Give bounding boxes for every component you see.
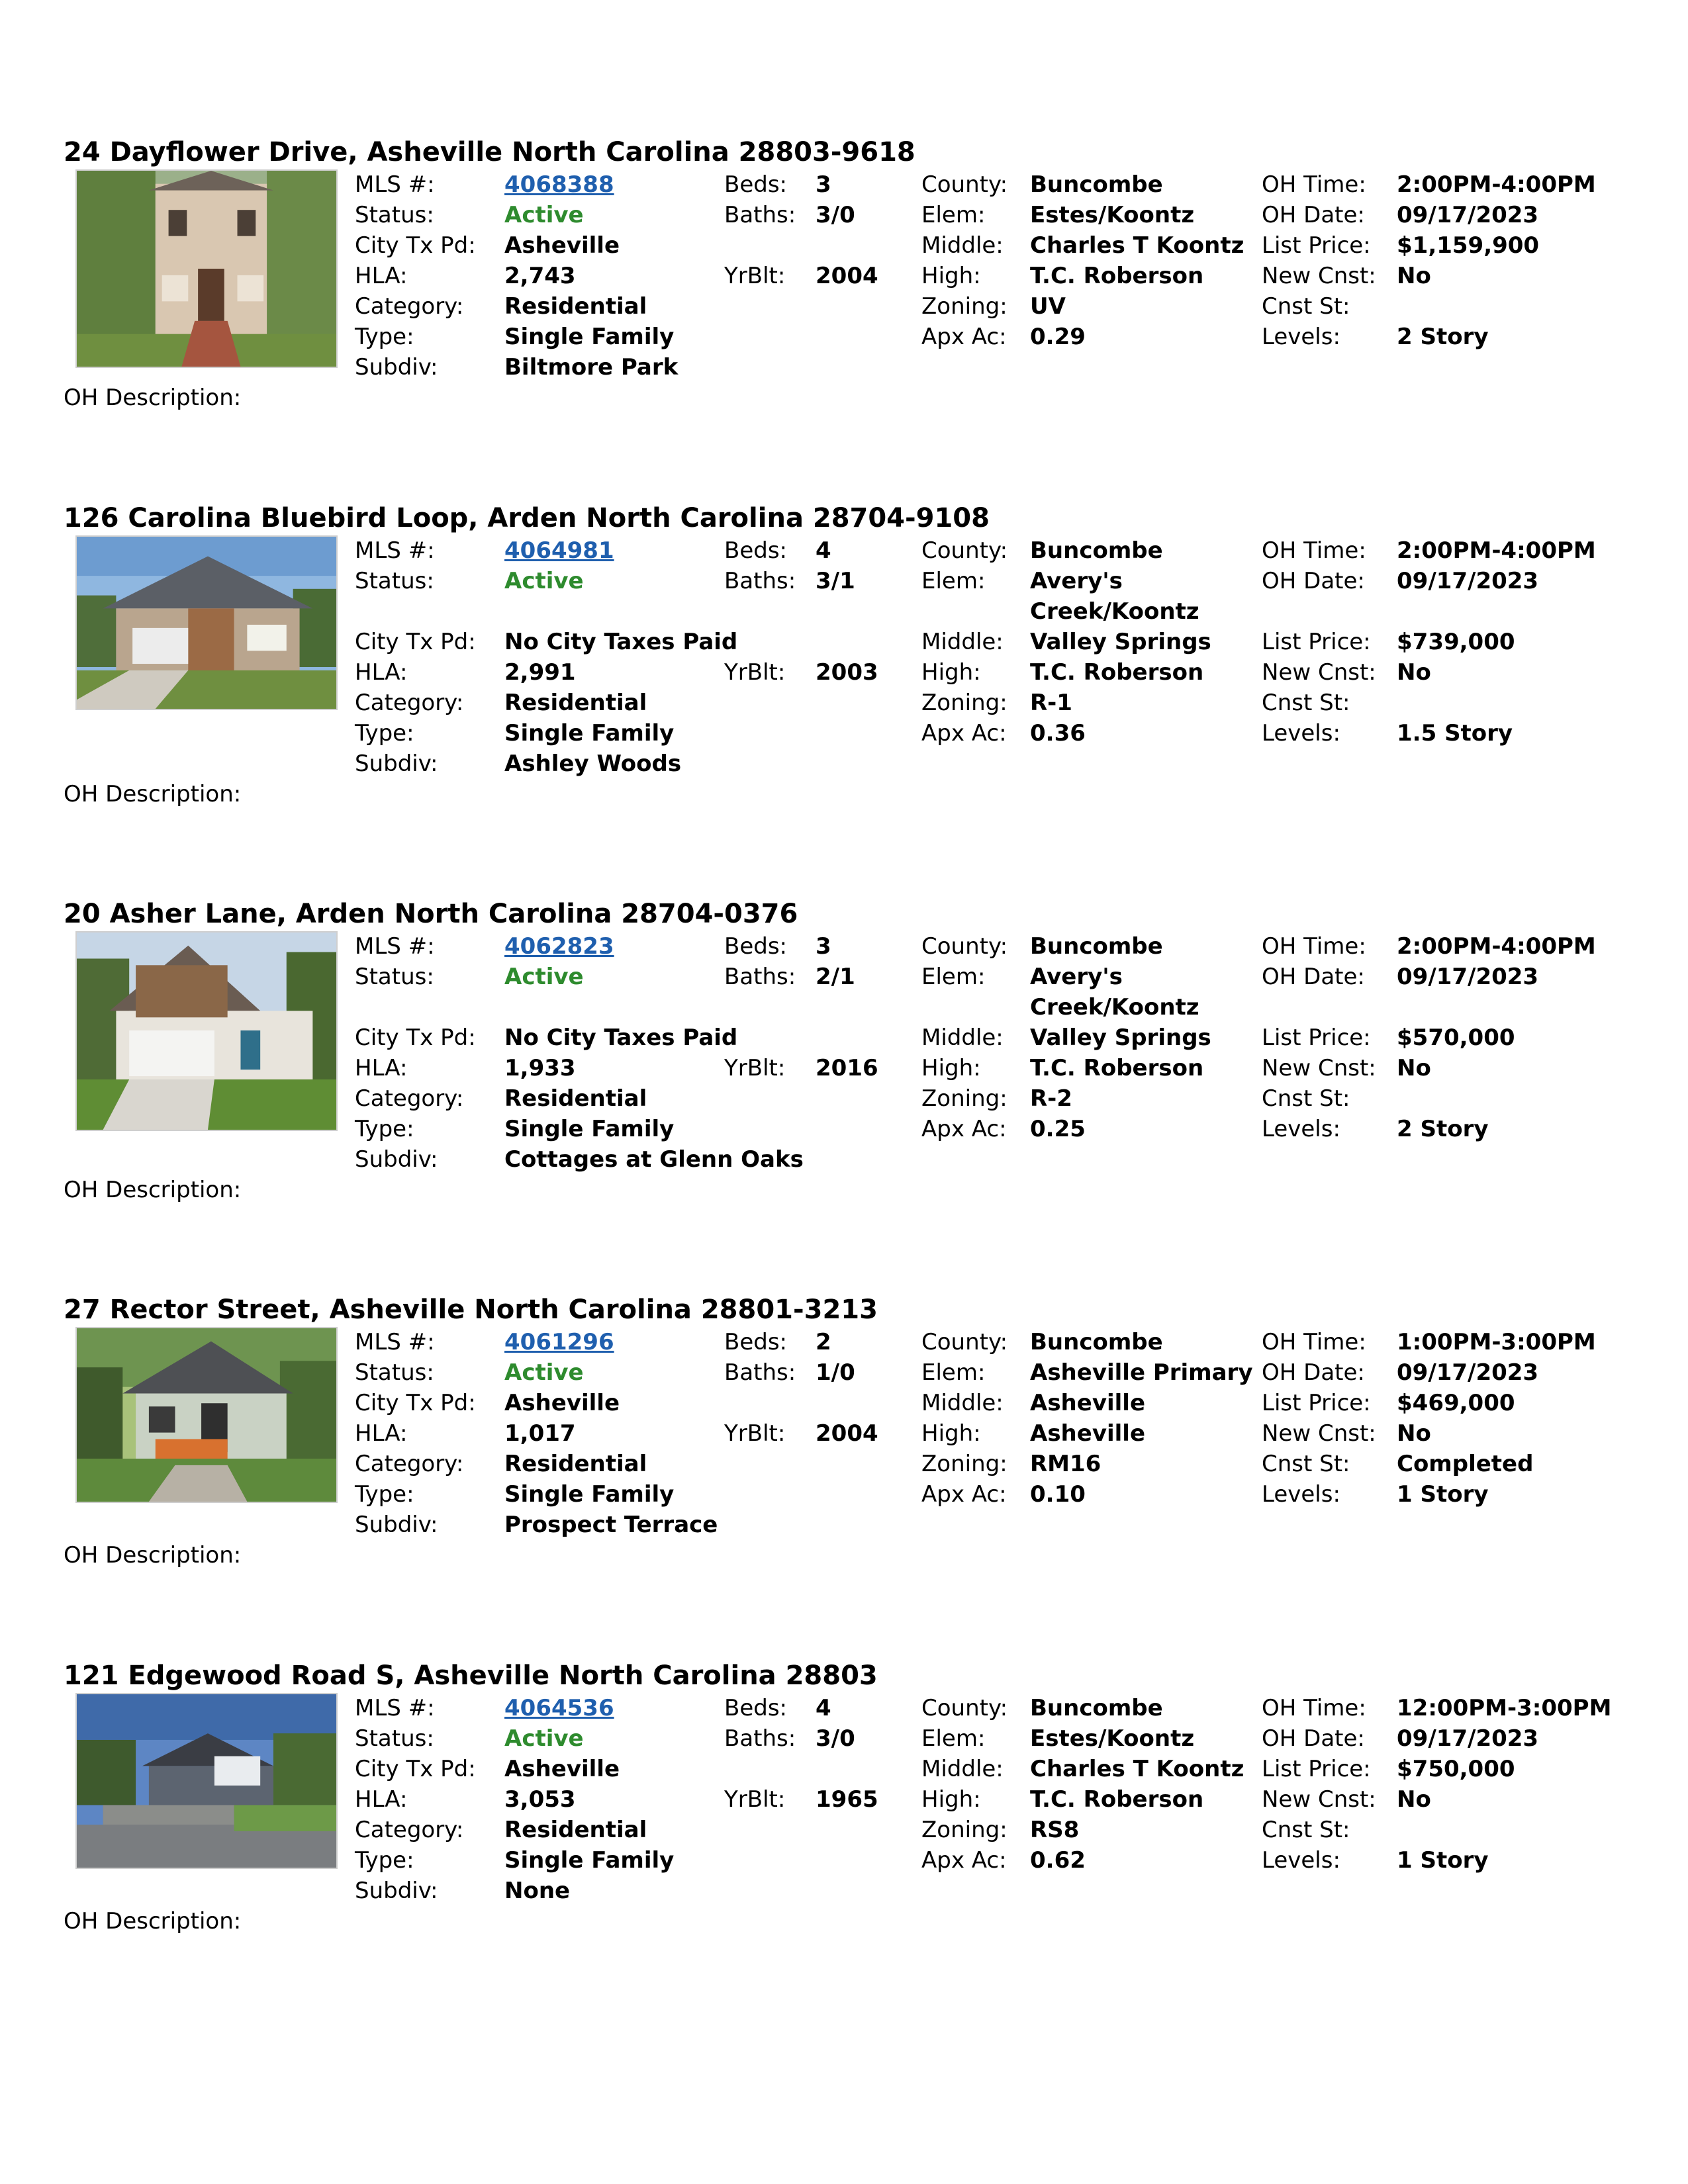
oh-description-label: OH Description:: [64, 781, 242, 807]
baths-value: 1/0: [816, 1359, 855, 1386]
zoning-label: Zoning:: [921, 1085, 1008, 1112]
oh-date-value: 09/17/2023: [1397, 202, 1539, 228]
middle-value: Charles T Koontz: [1030, 232, 1244, 259]
middle-label: Middle:: [921, 232, 1004, 259]
oh-description-label: OH Description:: [64, 1908, 242, 1934]
oh-date-value: 09/17/2023: [1397, 1359, 1539, 1386]
zoning-value: R-1: [1030, 690, 1072, 716]
type-value: Single Family: [504, 720, 675, 747]
county-label: County:: [921, 171, 1008, 198]
levels-label: Levels:: [1262, 324, 1340, 350]
cnst-st-label: Cnst St:: [1262, 1817, 1350, 1843]
beds-value: 4: [816, 1695, 831, 1721]
mls-label: MLS #:: [355, 537, 435, 564]
hla-value: 2,991: [504, 659, 576, 686]
new-cnst-label: New Cnst:: [1262, 1420, 1376, 1447]
hla-label: HLA:: [355, 263, 408, 289]
hla-label: HLA:: [355, 659, 408, 686]
subdiv-value: Biltmore Park: [504, 354, 679, 381]
cnst-st-label: Cnst St:: [1262, 293, 1350, 320]
zoning-label: Zoning:: [921, 1451, 1008, 1477]
new-cnst-value: No: [1397, 659, 1431, 686]
city-tx-label: City Tx Pd:: [355, 232, 476, 259]
zoning-value: RS8: [1030, 1817, 1080, 1843]
listing-address: 126 Carolina Bluebird Loop, Arden North Carolina 28704-9108: [64, 503, 990, 533]
status-value: Active: [504, 964, 584, 990]
subdiv-value: Cottages at Glenn Oaks: [504, 1146, 804, 1173]
elem-value-line2: Creek/Koontz: [1030, 598, 1199, 625]
zoning-value: R-2: [1030, 1085, 1072, 1112]
list-price-value: $739,000: [1397, 629, 1515, 655]
middle-label: Middle:: [921, 1390, 1004, 1416]
mls-label: MLS #:: [355, 1695, 435, 1721]
category-value: Residential: [504, 1451, 647, 1477]
beds-value: 3: [816, 933, 831, 960]
oh-time-label: OH Time:: [1262, 1695, 1366, 1721]
levels-value: 1 Story: [1397, 1847, 1489, 1874]
city-tx-label: City Tx Pd:: [355, 1756, 476, 1782]
oh-time-label: OH Time:: [1262, 933, 1366, 960]
high-value: T.C. Roberson: [1030, 1786, 1204, 1813]
mls-link[interactable]: 4064536: [504, 1695, 614, 1721]
city-tx-label: City Tx Pd:: [355, 1390, 476, 1416]
oh-description-label: OH Description:: [64, 385, 242, 411]
levels-label: Levels:: [1262, 1847, 1340, 1874]
middle-value: Valley Springs: [1030, 1024, 1211, 1051]
levels-label: Levels:: [1262, 1116, 1340, 1142]
high-value: T.C. Roberson: [1030, 659, 1204, 686]
apx-ac-label: Apx Ac:: [921, 324, 1007, 350]
elem-label: Elem:: [921, 1725, 986, 1752]
elem-label: Elem:: [921, 1359, 986, 1386]
mls-label: MLS #:: [355, 933, 435, 960]
yrblt-label: YrBlt:: [724, 263, 786, 289]
category-label: Category:: [355, 1451, 464, 1477]
beds-label: Beds:: [724, 933, 787, 960]
status-value: Active: [504, 568, 584, 594]
apx-ac-label: Apx Ac:: [921, 720, 1007, 747]
mls-link[interactable]: 4068388: [504, 171, 614, 198]
apx-ac-value: 0.62: [1030, 1847, 1086, 1874]
beds-label: Beds:: [724, 171, 787, 198]
high-value: T.C. Roberson: [1030, 263, 1204, 289]
zoning-label: Zoning:: [921, 690, 1008, 716]
new-cnst-value: No: [1397, 1786, 1431, 1813]
type-value: Single Family: [504, 1481, 675, 1508]
oh-date-value: 09/17/2023: [1397, 568, 1539, 594]
elem-value: Estes/Koontz: [1030, 1725, 1195, 1752]
new-cnst-label: New Cnst:: [1262, 1055, 1376, 1081]
city-tx-value: Asheville: [504, 1390, 620, 1416]
elem-label: Elem:: [921, 568, 986, 594]
oh-date-label: OH Date:: [1262, 964, 1365, 990]
mls-link[interactable]: 4062823: [504, 933, 614, 960]
hla-value: 2,743: [504, 263, 576, 289]
status-value: Active: [504, 202, 584, 228]
list-price-value: $750,000: [1397, 1756, 1515, 1782]
status-label: Status:: [355, 568, 434, 594]
subdiv-label: Subdiv:: [355, 1146, 438, 1173]
type-label: Type:: [355, 720, 414, 747]
type-label: Type:: [355, 324, 414, 350]
baths-value: 3/0: [816, 202, 855, 228]
oh-date-label: OH Date:: [1262, 1359, 1365, 1386]
high-label: High:: [921, 1055, 981, 1081]
yrblt-label: YrBlt:: [724, 1055, 786, 1081]
city-tx-value: Asheville: [504, 1756, 620, 1782]
cnst-st-label: Cnst St:: [1262, 690, 1350, 716]
levels-value: 1.5 Story: [1397, 720, 1513, 747]
status-label: Status:: [355, 964, 434, 990]
new-cnst-label: New Cnst:: [1262, 659, 1376, 686]
type-value: Single Family: [504, 324, 675, 350]
category-label: Category:: [355, 690, 464, 716]
apx-ac-value: 0.36: [1030, 720, 1086, 747]
yrblt-value: 1965: [816, 1786, 878, 1813]
category-value: Residential: [504, 1085, 647, 1112]
subdiv-label: Subdiv:: [355, 751, 438, 777]
mls-link[interactable]: 4064981: [504, 537, 614, 564]
city-tx-label: City Tx Pd:: [355, 629, 476, 655]
elem-value-line2: Creek/Koontz: [1030, 994, 1199, 1021]
listing-address: 121 Edgewood Road S, Asheville North Carolina 28803: [64, 1661, 878, 1691]
type-label: Type:: [355, 1847, 414, 1874]
county-value: Buncombe: [1030, 1695, 1163, 1721]
high-label: High:: [921, 1420, 981, 1447]
category-label: Category:: [355, 1817, 464, 1843]
high-label: High:: [921, 263, 981, 289]
yrblt-label: YrBlt:: [724, 659, 786, 686]
beds-label: Beds:: [724, 1329, 787, 1355]
beds-label: Beds:: [724, 537, 787, 564]
category-label: Category:: [355, 1085, 464, 1112]
zoning-value: UV: [1030, 293, 1066, 320]
type-value: Single Family: [504, 1116, 675, 1142]
category-value: Residential: [504, 1817, 647, 1843]
apx-ac-value: 0.25: [1030, 1116, 1086, 1142]
county-value: Buncombe: [1030, 1329, 1163, 1355]
mls-label: MLS #:: [355, 171, 435, 198]
oh-date-label: OH Date:: [1262, 568, 1365, 594]
list-price-label: List Price:: [1262, 232, 1371, 259]
cnst-st-value: Completed: [1397, 1451, 1534, 1477]
apx-ac-label: Apx Ac:: [921, 1481, 1007, 1508]
apx-ac-label: Apx Ac:: [921, 1116, 1007, 1142]
high-label: High:: [921, 1786, 981, 1813]
oh-description-label: OH Description:: [64, 1177, 242, 1203]
new-cnst-label: New Cnst:: [1262, 263, 1376, 289]
subdiv-label: Subdiv:: [355, 354, 438, 381]
oh-time-value: 12:00PM-3:00PM: [1397, 1695, 1612, 1721]
hla-label: HLA:: [355, 1786, 408, 1813]
list-price-value: $469,000: [1397, 1390, 1515, 1416]
oh-time-value: 2:00PM-4:00PM: [1397, 171, 1596, 198]
yrblt-value: 2003: [816, 659, 878, 686]
oh-date-label: OH Date:: [1262, 1725, 1365, 1752]
elem-value-line1: Avery's: [1030, 964, 1123, 990]
oh-time-value: 2:00PM-4:00PM: [1397, 933, 1596, 960]
zoning-value: RM16: [1030, 1451, 1102, 1477]
oh-date-value: 09/17/2023: [1397, 964, 1539, 990]
zoning-label: Zoning:: [921, 1817, 1008, 1843]
beds-value: 4: [816, 537, 831, 564]
levels-value: 2 Story: [1397, 324, 1489, 350]
status-label: Status:: [355, 202, 434, 228]
subdiv-label: Subdiv:: [355, 1512, 438, 1538]
category-value: Residential: [504, 293, 647, 320]
city-tx-label: City Tx Pd:: [355, 1024, 476, 1051]
zoning-label: Zoning:: [921, 293, 1008, 320]
city-tx-value: No City Taxes Paid: [504, 629, 738, 655]
baths-label: Baths:: [724, 1359, 796, 1386]
county-label: County:: [921, 1695, 1008, 1721]
list-price-label: List Price:: [1262, 1024, 1371, 1051]
baths-value: 3/1: [816, 568, 855, 594]
hla-label: HLA:: [355, 1055, 408, 1081]
oh-date-label: OH Date:: [1262, 202, 1365, 228]
middle-label: Middle:: [921, 1756, 1004, 1782]
status-value: Active: [504, 1725, 584, 1752]
new-cnst-label: New Cnst:: [1262, 1786, 1376, 1813]
elem-value: Estes/Koontz: [1030, 202, 1195, 228]
baths-value: 2/1: [816, 964, 855, 990]
levels-label: Levels:: [1262, 1481, 1340, 1508]
mls-link[interactable]: 4061296: [504, 1329, 614, 1355]
levels-value: 2 Story: [1397, 1116, 1489, 1142]
yrblt-value: 2004: [816, 1420, 878, 1447]
list-price-value: $570,000: [1397, 1024, 1515, 1051]
oh-date-value: 09/17/2023: [1397, 1725, 1539, 1752]
county-label: County:: [921, 933, 1008, 960]
elem-label: Elem:: [921, 202, 986, 228]
subdiv-value: None: [504, 1878, 571, 1904]
subdiv-value: Prospect Terrace: [504, 1512, 718, 1538]
middle-label: Middle:: [921, 629, 1004, 655]
middle-value: Charles T Koontz: [1030, 1756, 1244, 1782]
list-price-label: List Price:: [1262, 629, 1371, 655]
high-value: Asheville: [1030, 1420, 1146, 1447]
high-label: High:: [921, 659, 981, 686]
subdiv-label: Subdiv:: [355, 1878, 438, 1904]
county-value: Buncombe: [1030, 933, 1163, 960]
apx-ac-value: 0.10: [1030, 1481, 1086, 1508]
yrblt-label: YrBlt:: [724, 1420, 786, 1447]
listing-address: 24 Dayflower Drive, Asheville North Carolina 28803-9618: [64, 137, 915, 167]
type-label: Type:: [355, 1116, 414, 1142]
middle-value: Valley Springs: [1030, 629, 1211, 655]
high-value: T.C. Roberson: [1030, 1055, 1204, 1081]
new-cnst-value: No: [1397, 263, 1431, 289]
levels-label: Levels:: [1262, 720, 1340, 747]
baths-value: 3/0: [816, 1725, 855, 1752]
apx-ac-label: Apx Ac:: [921, 1847, 1007, 1874]
elem-value-line1: Avery's: [1030, 568, 1123, 594]
yrblt-value: 2016: [816, 1055, 878, 1081]
new-cnst-value: No: [1397, 1055, 1431, 1081]
type-label: Type:: [355, 1481, 414, 1508]
oh-description-label: OH Description:: [64, 1542, 242, 1569]
hla-value: 1,017: [504, 1420, 576, 1447]
county-label: County:: [921, 1329, 1008, 1355]
beds-label: Beds:: [724, 1695, 787, 1721]
oh-time-value: 2:00PM-4:00PM: [1397, 537, 1596, 564]
status-label: Status:: [355, 1359, 434, 1386]
category-value: Residential: [504, 690, 647, 716]
oh-time-label: OH Time:: [1262, 537, 1366, 564]
county-value: Buncombe: [1030, 171, 1163, 198]
oh-time-value: 1:00PM-3:00PM: [1397, 1329, 1596, 1355]
apx-ac-value: 0.29: [1030, 324, 1086, 350]
county-label: County:: [921, 537, 1008, 564]
hla-label: HLA:: [355, 1420, 408, 1447]
city-tx-value: Asheville: [504, 232, 620, 259]
new-cnst-value: No: [1397, 1420, 1431, 1447]
beds-value: 2: [816, 1329, 831, 1355]
county-value: Buncombe: [1030, 537, 1163, 564]
type-value: Single Family: [504, 1847, 675, 1874]
middle-value: Asheville: [1030, 1390, 1146, 1416]
list-price-label: List Price:: [1262, 1390, 1371, 1416]
baths-label: Baths:: [724, 1725, 796, 1752]
beds-value: 3: [816, 171, 831, 198]
status-value: Active: [504, 1359, 584, 1386]
middle-label: Middle:: [921, 1024, 1004, 1051]
elem-value: Asheville Primary: [1030, 1359, 1253, 1386]
oh-time-label: OH Time:: [1262, 171, 1366, 198]
status-label: Status:: [355, 1725, 434, 1752]
oh-time-label: OH Time:: [1262, 1329, 1366, 1355]
baths-label: Baths:: [724, 568, 796, 594]
yrblt-value: 2004: [816, 263, 878, 289]
baths-label: Baths:: [724, 964, 796, 990]
list-price-label: List Price:: [1262, 1756, 1371, 1782]
yrblt-label: YrBlt:: [724, 1786, 786, 1813]
list-price-value: $1,159,900: [1397, 232, 1540, 259]
mls-label: MLS #:: [355, 1329, 435, 1355]
category-label: Category:: [355, 293, 464, 320]
baths-label: Baths:: [724, 202, 796, 228]
hla-value: 3,053: [504, 1786, 576, 1813]
city-tx-value: No City Taxes Paid: [504, 1024, 738, 1051]
levels-value: 1 Story: [1397, 1481, 1489, 1508]
cnst-st-label: Cnst St:: [1262, 1085, 1350, 1112]
hla-value: 1,933: [504, 1055, 576, 1081]
listing-address: 20 Asher Lane, Arden North Carolina 28704-0376: [64, 899, 798, 929]
elem-label: Elem:: [921, 964, 986, 990]
listing-address: 27 Rector Street, Asheville North Carolina 28801-3213: [64, 1295, 878, 1325]
cnst-st-label: Cnst St:: [1262, 1451, 1350, 1477]
subdiv-value: Ashley Woods: [504, 751, 682, 777]
